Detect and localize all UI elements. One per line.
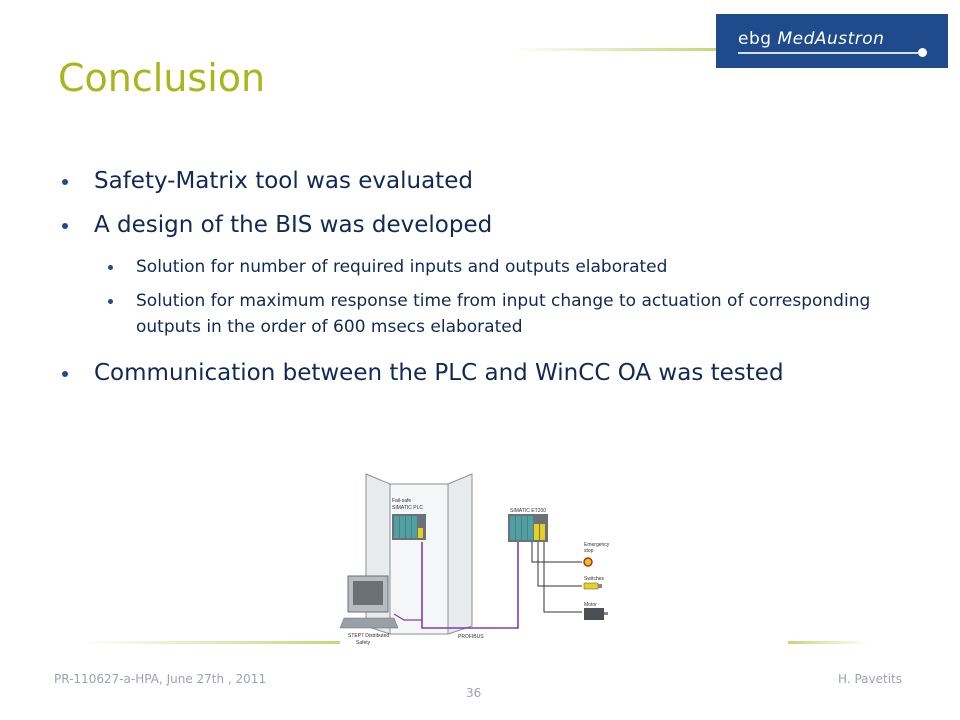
et200-module [510, 516, 515, 540]
cabinet-label-line1: Fail-safe [392, 498, 412, 504]
motor-icon [584, 608, 604, 620]
et200-module [516, 516, 521, 540]
switch-head-icon [598, 584, 602, 588]
plc-module [394, 516, 399, 538]
company-logo [716, 14, 948, 68]
bullet-item: A design of the BIS was developed [62, 210, 922, 240]
bullet-item: Communication between the PLC and WinCC OA was tested [62, 358, 922, 388]
et200-label: SIMATIC ET200 [510, 508, 547, 514]
profibus-label: PROFIBUS [458, 634, 484, 640]
motor-shaft-icon [604, 612, 608, 615]
bullet-item: Safety-Matrix tool was evaluated [62, 166, 922, 196]
header-accent-line [508, 48, 716, 51]
et200-module-yellow [540, 524, 545, 540]
logo-dot [918, 48, 927, 57]
bullet-dot-icon [62, 371, 68, 377]
footer-author: H. Pavetits [838, 672, 902, 686]
pc-label-line2: Safety [356, 640, 371, 646]
wire-switches [538, 542, 582, 586]
et200-module-yellow [534, 524, 539, 540]
logo-text: ebg MedAustron [738, 29, 885, 49]
sub-bullet-item: Solution for maximum response time from input change to actuation of corresponding outputs in the order of 600 msecs elaborated [108, 288, 922, 340]
sub-bullet-item: Solution for number of required inputs and outputs elaborated [108, 254, 922, 280]
bullet-list [62, 166, 922, 402]
page-number: 36 [466, 686, 482, 700]
et200-module [522, 516, 527, 540]
switch-icon [584, 583, 598, 589]
footer-reference: PR-110627-a-HPA, June 27th , 2011 [54, 672, 267, 686]
emergency-label-line1: Emergency [584, 542, 610, 548]
wire-motor [544, 542, 582, 612]
footer-accent-line-left [80, 641, 340, 644]
cabinet-right-door [448, 474, 472, 634]
plc-system-diagram [338, 466, 628, 656]
logo-swoosh [738, 52, 918, 54]
emergency-label-line2: stop [584, 548, 594, 554]
wire-emergency [532, 542, 582, 562]
plc-module-yellow [418, 528, 423, 538]
pc-screen [353, 581, 383, 605]
bullet-dot-icon [62, 223, 68, 229]
bullet-dot-icon [108, 265, 113, 270]
emergency-stop-icon [584, 558, 592, 566]
cabinet-label-line2: SIMATIC PLC [392, 505, 424, 511]
et200-module [528, 516, 533, 540]
plc-module [412, 516, 417, 538]
motor-label: Motor [584, 602, 597, 608]
bullet-dot-icon [108, 299, 113, 304]
plc-module [406, 516, 411, 538]
pc-label-line1: STEP7 Distributed [348, 633, 390, 639]
pc-keyboard-icon [340, 618, 398, 628]
switches-label: Switches [584, 576, 605, 582]
plc-module [400, 516, 405, 538]
bullet-dot-icon [62, 179, 68, 185]
footer-accent-line-right [788, 641, 868, 644]
slide-title: Conclusion [58, 56, 266, 100]
